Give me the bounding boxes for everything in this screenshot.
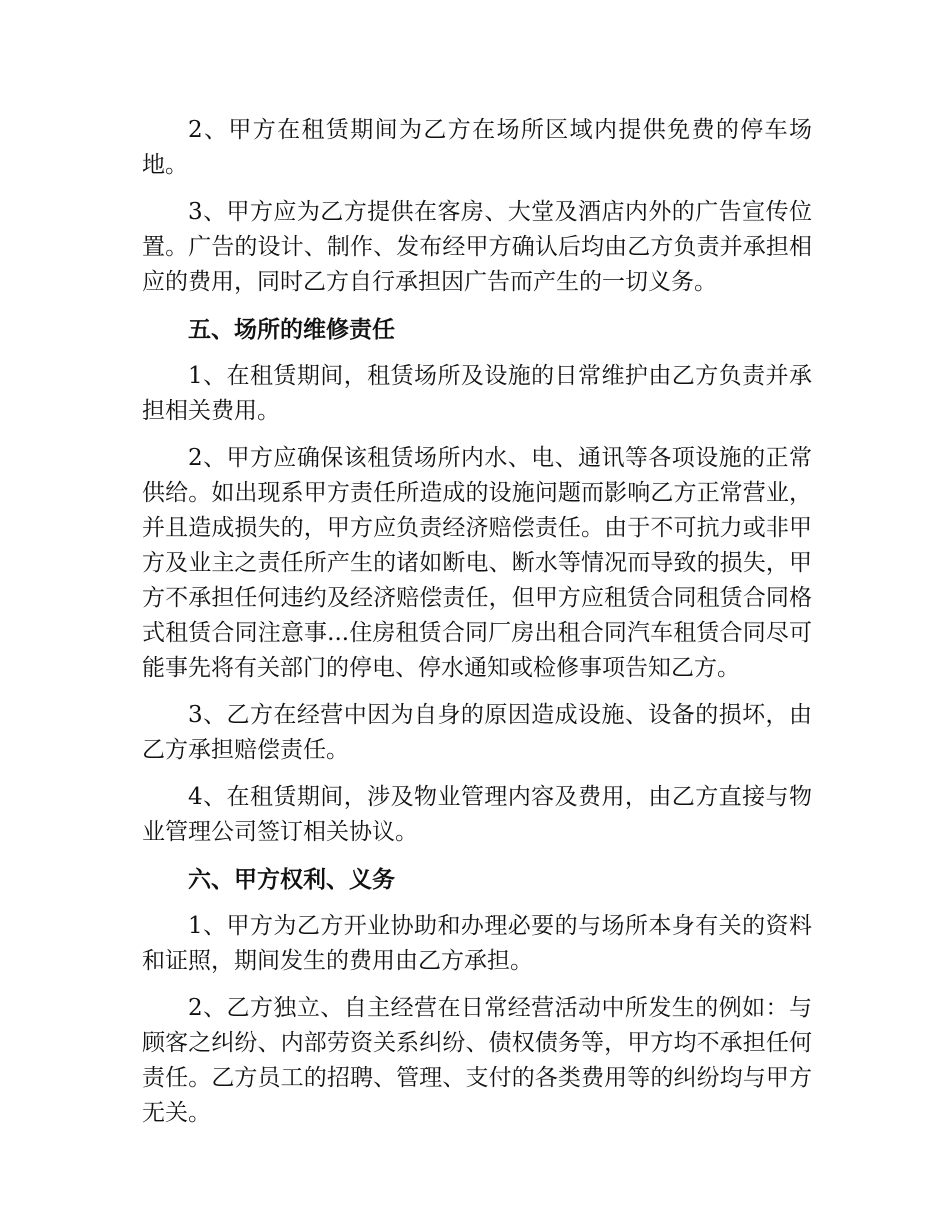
paragraph-daily-maintenance: 1、在租赁期间，租赁场所及设施的日常维护由乙方负责并承担相关费用。 — [142, 363, 812, 424]
paragraph-independent-operation: 2、乙方独立、自主经营在日常经营活动中所发生的例如：与顾客之纠纷、内部劳资关系纠纷、债权债务等，甲方均不承担任何责任。乙方员工的招聘、管理、支付的各类费用等的纠纷均与甲方无关。 — [142, 995, 812, 1126]
paragraph-parking: 2、甲方在租赁期间为乙方在场所区域内提供免费的停车场地。 — [142, 117, 812, 178]
paragraph-damage-liability: 3、乙方在经营中因为自身的原因造成设施、设备的损坏，由乙方承担赔偿责任。 — [142, 702, 812, 763]
paragraph-utilities-supply: 2、甲方应确保该租赁场所内水、电、通讯等各项设施的正常供给。如出现系甲方责任所造成的设施问题而影响乙方正常营业，并且造成损失的，甲方应负责经济赔偿责任。由于不可抗力或非甲方及业主之责任所产生的诸如断电、断水等情况而导致的损失，甲方不承担任何违约及经济赔偿责任，但甲方应租赁合同租赁合同格式租赁合同注意事...住房租赁合同厂房出租合同汽车租赁合同尽可能事先将有关部门的停电、停水通知或检修事项告知乙方。 — [142, 445, 812, 681]
section-heading-maintenance: 五、场所的维修责任 — [188, 316, 395, 343]
section-heading-party-a-rights: 六、甲方权利、义务 — [188, 866, 395, 893]
paragraph-property-management: 4、在租赁期间，涉及物业管理内容及费用，由乙方直接与物业管理公司签订相关协议。 — [142, 784, 812, 845]
document-body — [142, 113, 812, 1143]
paragraph-licenses-assistance: 1、甲方为乙方开业协助和办理必要的与场所本身有关的资料和证照，期间发生的费用由乙方承担。 — [142, 913, 812, 974]
paragraph-advertising: 3、甲方应为乙方提供在客房、大堂及酒店内外的广告宣传位置。广告的设计、制作、发布经甲方确认后均由乙方负责并承担相应的费用，同时乙方自行承担因广告而产生的一切义务。 — [142, 199, 812, 295]
